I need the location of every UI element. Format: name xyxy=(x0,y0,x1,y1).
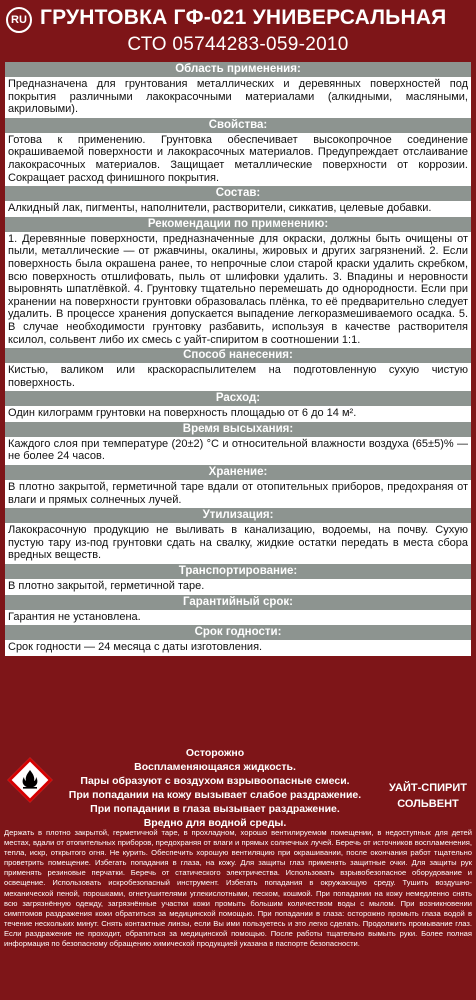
hazard-line: Осторожно xyxy=(185,747,245,759)
section-composition xyxy=(5,186,471,217)
section-text: 1. Деревянные поверхности, предназначенные для окраски, должны быть очищены от пыли, металлические — от ржавчины, окалины, жировых и других загрязнений. 2. Если поверхность была окрашена ранее, то непрочные слои старой краски удалить скребком, всю поверхность отшлифовать, пыль от шлифовки удалить. 3. Впадины и неровности выровнять шпатлёвкой. 4. Грунтовку тщательно перемешать до однородности. Если при хранении на поверхности грунтовки образовалась плёнка, то её предварительно следует удалить. В процессе хранения допускается выпадение легкоразмешиваемого осадка. 5. В случае необходимости грунтовку разбавить, используя в качестве растворителя ксилол, сольвент либо их смесь с уайт-спиритом в соотношении 1:1. xyxy=(5,232,471,348)
section-transportation xyxy=(5,564,471,595)
section-application-method xyxy=(5,348,471,391)
hazard-block xyxy=(0,746,476,829)
section-heading: Срок годности: xyxy=(5,625,471,640)
section-heading: Состав: xyxy=(5,186,471,201)
hazard-statements xyxy=(40,746,390,830)
section-text: Один килограмм грунтовки на поверхность площадью от 6 до 14 м². xyxy=(5,406,471,422)
section-drying-time xyxy=(5,422,471,465)
hazardous-components xyxy=(380,780,476,812)
section-recommendations xyxy=(5,217,471,348)
section-heading: Способ нанесения: xyxy=(5,348,471,363)
component-white-spirit: УАЙТ-СПИРИТ xyxy=(389,782,467,794)
section-text: Готова к применению. Грунтовка обеспечивает высокопрочное соединение окрашиваемой поверхности и лакокрасочных материалов. Предупреждает отслаивание лакокрасочных материалов. Защищает металлические поверхности от коррозии. Сокращает расход финишного покрытия. xyxy=(5,133,471,186)
hazard-line: Воспламеняющаяся жидкость. xyxy=(134,761,296,773)
section-heading: Расход: xyxy=(5,391,471,406)
product-standard: СТО 05744283-059-2010 xyxy=(127,34,349,55)
section-storage xyxy=(5,465,471,508)
section-text: Алкидный лак, пигменты, наполнители, растворители, сиккатив, целевые добавки. xyxy=(5,201,471,217)
section-properties xyxy=(5,118,471,186)
section-heading: Свойства: xyxy=(5,118,471,133)
section-shelf-life xyxy=(5,625,471,656)
component-solvent: СОЛЬВЕНТ xyxy=(397,798,459,810)
section-heading: Время высыхания: xyxy=(5,422,471,437)
section-text: Каждого слоя при температуре (20±2) °С и относительной влажности воздуха (65±5)% — не более 24 часов. xyxy=(5,437,471,465)
hazard-line: При попадании на кожу вызывает слабое раздражение. xyxy=(68,789,362,801)
section-text: В плотно закрытой, герметичной таре вдали от отопительных приборов, предохраняя от влаги и прямых солнечных лучей. xyxy=(5,480,471,508)
section-text: Срок годности — 24 месяца с даты изготовления. xyxy=(5,640,471,656)
section-warranty xyxy=(5,595,471,626)
section-text: В плотно закрытой, герметичной таре. xyxy=(5,579,471,595)
product-title: ГРУНТОВКА ГФ-021 УНИВЕРСАЛЬНАЯ xyxy=(40,6,447,29)
section-consumption xyxy=(5,391,471,422)
hazard-line: Пары образуют с воздухом взрывоопасные смеси. xyxy=(80,775,350,787)
section-heading: Гарантийный срок: xyxy=(5,595,471,610)
section-heading: Хранение: xyxy=(5,465,471,480)
section-text: Предназначена для грунтования металлических и деревянных поверхностей под покрытия различными лакокрасочными материалами (алкидными, масляными, акриловыми). xyxy=(5,77,471,118)
section-heading: Рекомендации по применению: xyxy=(5,217,471,232)
section-text: Лакокрасочную продукцию не выливать в канализацию, водоемы, на почву. Сухую пустую тару из-под грунтовки сдать на свалку, жидкие остатки передать в места сбора вредных веществ. xyxy=(5,523,471,564)
section-text: Гарантия не установлена. xyxy=(5,610,471,626)
section-text: Кистью, валиком или краскораспылителем на подготовленную сухую чистую поверхность. xyxy=(5,363,471,391)
ru-badge: RU xyxy=(6,7,32,33)
label-sections xyxy=(5,62,471,656)
section-disposal xyxy=(5,508,471,564)
section-heading: Область применения: xyxy=(5,62,471,77)
section-heading: Утилизация: xyxy=(5,508,471,523)
label-header xyxy=(0,0,476,58)
safety-instructions: Держать в плотно закрытой, герметичной таре, в прохладном, хорошо вентилируемом помещении, в недоступных для детей местах, вдали от отопительных приборов, предохраняя от влаги и прямых солнечных лучей. Беречь от источников воспламенения, тепла, искр, открытого огня. Не курить. Обеспечить хорошую вентиляцию при окрашивании, после окончания работ тщательно проветрить помещение. Избегать попадания в глаза, на кожу. Для защиты глаз применять защитные очки. Для защиты рук применять резиновые перчатки. Беречь от статического электричества. Использовать взрывобезопасное оборудование и освещение. Использовать искробезопасный инструмент. Избегать попадания в окружающую среду. Тушить воздушно-механической пеной, порошками, огнетушителями углекислотными, песком, кошмой. При попадании на кожу немедленно снять всю загрязнённую одежду, загрязнённые участки кожи промыть большим количеством воды с мылом. При возникновении симптомов раздражения кожи обратиться за медицинской помощью. При попадании в глаза: осторожно промыть глаза водой в течение нескольких минут. Снять контактные линзы, если Вы ими пользуетесь и это легко сделать. Продолжить промывание глаз. Если раздражение не проходит, обратиться за медицинской помощью. После работы тщательно вымыть руки. Более полная информация по безопасному обращению химической продукцией указана в паспорте безопасности. xyxy=(4,828,472,949)
section-heading: Транспортирование: xyxy=(5,564,471,579)
hazard-line: При попадании в глаза вызывает раздражение. xyxy=(90,803,340,815)
hazard-line: Вредно для водной среды. xyxy=(143,817,287,829)
section-application xyxy=(5,62,471,118)
